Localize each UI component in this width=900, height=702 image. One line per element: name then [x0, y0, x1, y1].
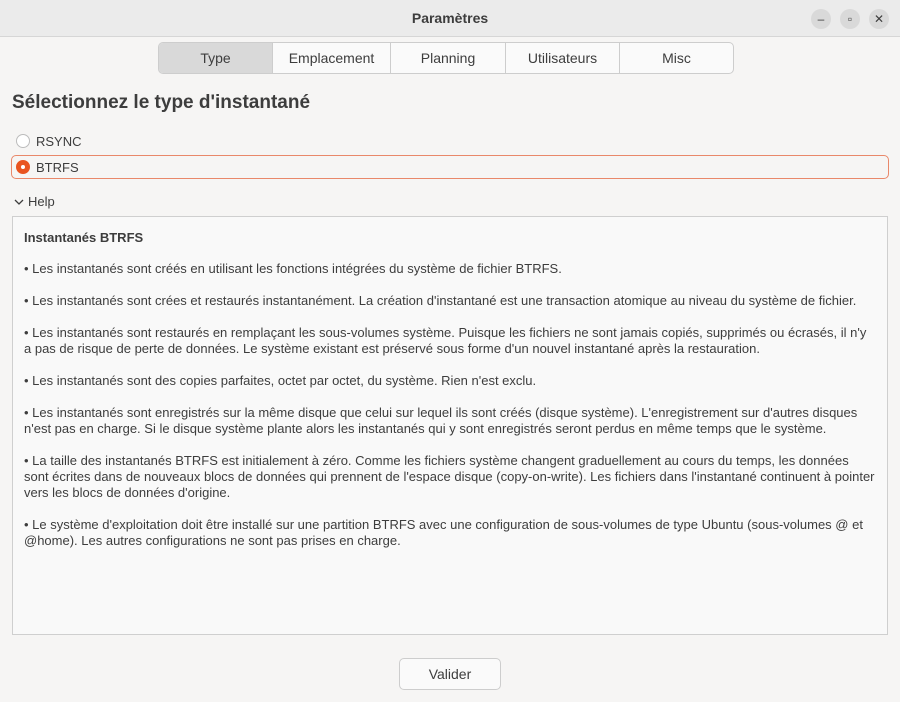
help-paragraph: • Les instantanés sont créés en utilisant les fonctions intégrées du système de fichier BTRFS.: [24, 261, 562, 276]
btrfs-radio[interactable]: [16, 160, 30, 174]
tab-misc[interactable]: Misc: [662, 50, 691, 66]
help-paragraph: • Les instantanés sont restaurés en remplaçant les sous-volumes système. Puisque les fichiers ne sont jamais copiés, supprimés ou écrasés, il n'y a pas de risque de perte de données. Le système existant est préservé sous forme d'un nouvel instantané après la restauration.: [24, 325, 867, 356]
help-paragraph: • Le système d'exploitation doit être installé sur une partition BTRFS avec une configuration de sous-volumes de type Ubuntu (sous-volumes @ et @home). Les autres configurations ne sont pas prises en charge.: [24, 517, 863, 548]
tab-type[interactable]: Type: [159, 43, 273, 73]
option-btrfs-label: BTRFS: [36, 159, 79, 175]
help-expander-label: Help: [28, 194, 55, 209]
tab-utilisateurs[interactable]: Utilisateurs: [506, 43, 620, 73]
help-paragraph: • La taille des instantanés BTRFS est initialement à zéro. Comme les fichiers système changent graduellement au cours du temps, les données sont écrites dans de nouveaux blocs de données qui prennent de l'espace disque (copy-on-write). Les fichiers dans l'instantané continuent à pointer vers les blocs de données d'origine.: [24, 453, 875, 500]
rsync-radio[interactable]: [16, 134, 30, 148]
minimize-icon: –: [817, 12, 825, 26]
window-title: Paramètres: [411, 10, 489, 26]
close-button[interactable]: [869, 9, 889, 29]
titlebar: [0, 0, 900, 37]
minimize-button[interactable]: [811, 9, 831, 29]
help-title: Instantanés BTRFS: [24, 230, 144, 245]
help-expander[interactable]: [13, 194, 55, 209]
maximize-icon: ▫: [847, 12, 853, 26]
chevron-down-icon: [13, 196, 25, 208]
tab-bar: [158, 42, 734, 74]
tab-planning[interactable]: Planning: [391, 43, 506, 73]
help-paragraph: • Les instantanés sont enregistrés sur la même disque que celui sur lequel ils sont créés (disque système). L'enregistrement sur d'autres disques n'est pas en charge. Si le disque système plante alors les instantanés qui y sont enregistrés seront perdus en même temps que le système.: [24, 405, 858, 436]
help-paragraph: • Les instantanés sont crées et restaurés instantanément. La création d'instantané est une transaction atomique au niveau du système de fichier.: [24, 293, 857, 308]
option-rsync-label: RSYNC: [36, 133, 82, 149]
help-text-panel: [12, 216, 888, 635]
tab-emplacement[interactable]: Emplacement: [273, 43, 391, 73]
help-paragraph: • Les instantanés sont des copies parfaites, octet par octet, du système. Rien n'est exclu.: [24, 373, 537, 388]
option-rsync[interactable]: [11, 129, 889, 153]
valider-button[interactable]: Valider: [399, 658, 501, 690]
maximize-button[interactable]: [840, 9, 860, 29]
page-title: Sélectionnez le type d'instantané: [12, 92, 311, 113]
close-icon: ✕: [873, 12, 885, 26]
option-btrfs[interactable]: [11, 155, 889, 179]
